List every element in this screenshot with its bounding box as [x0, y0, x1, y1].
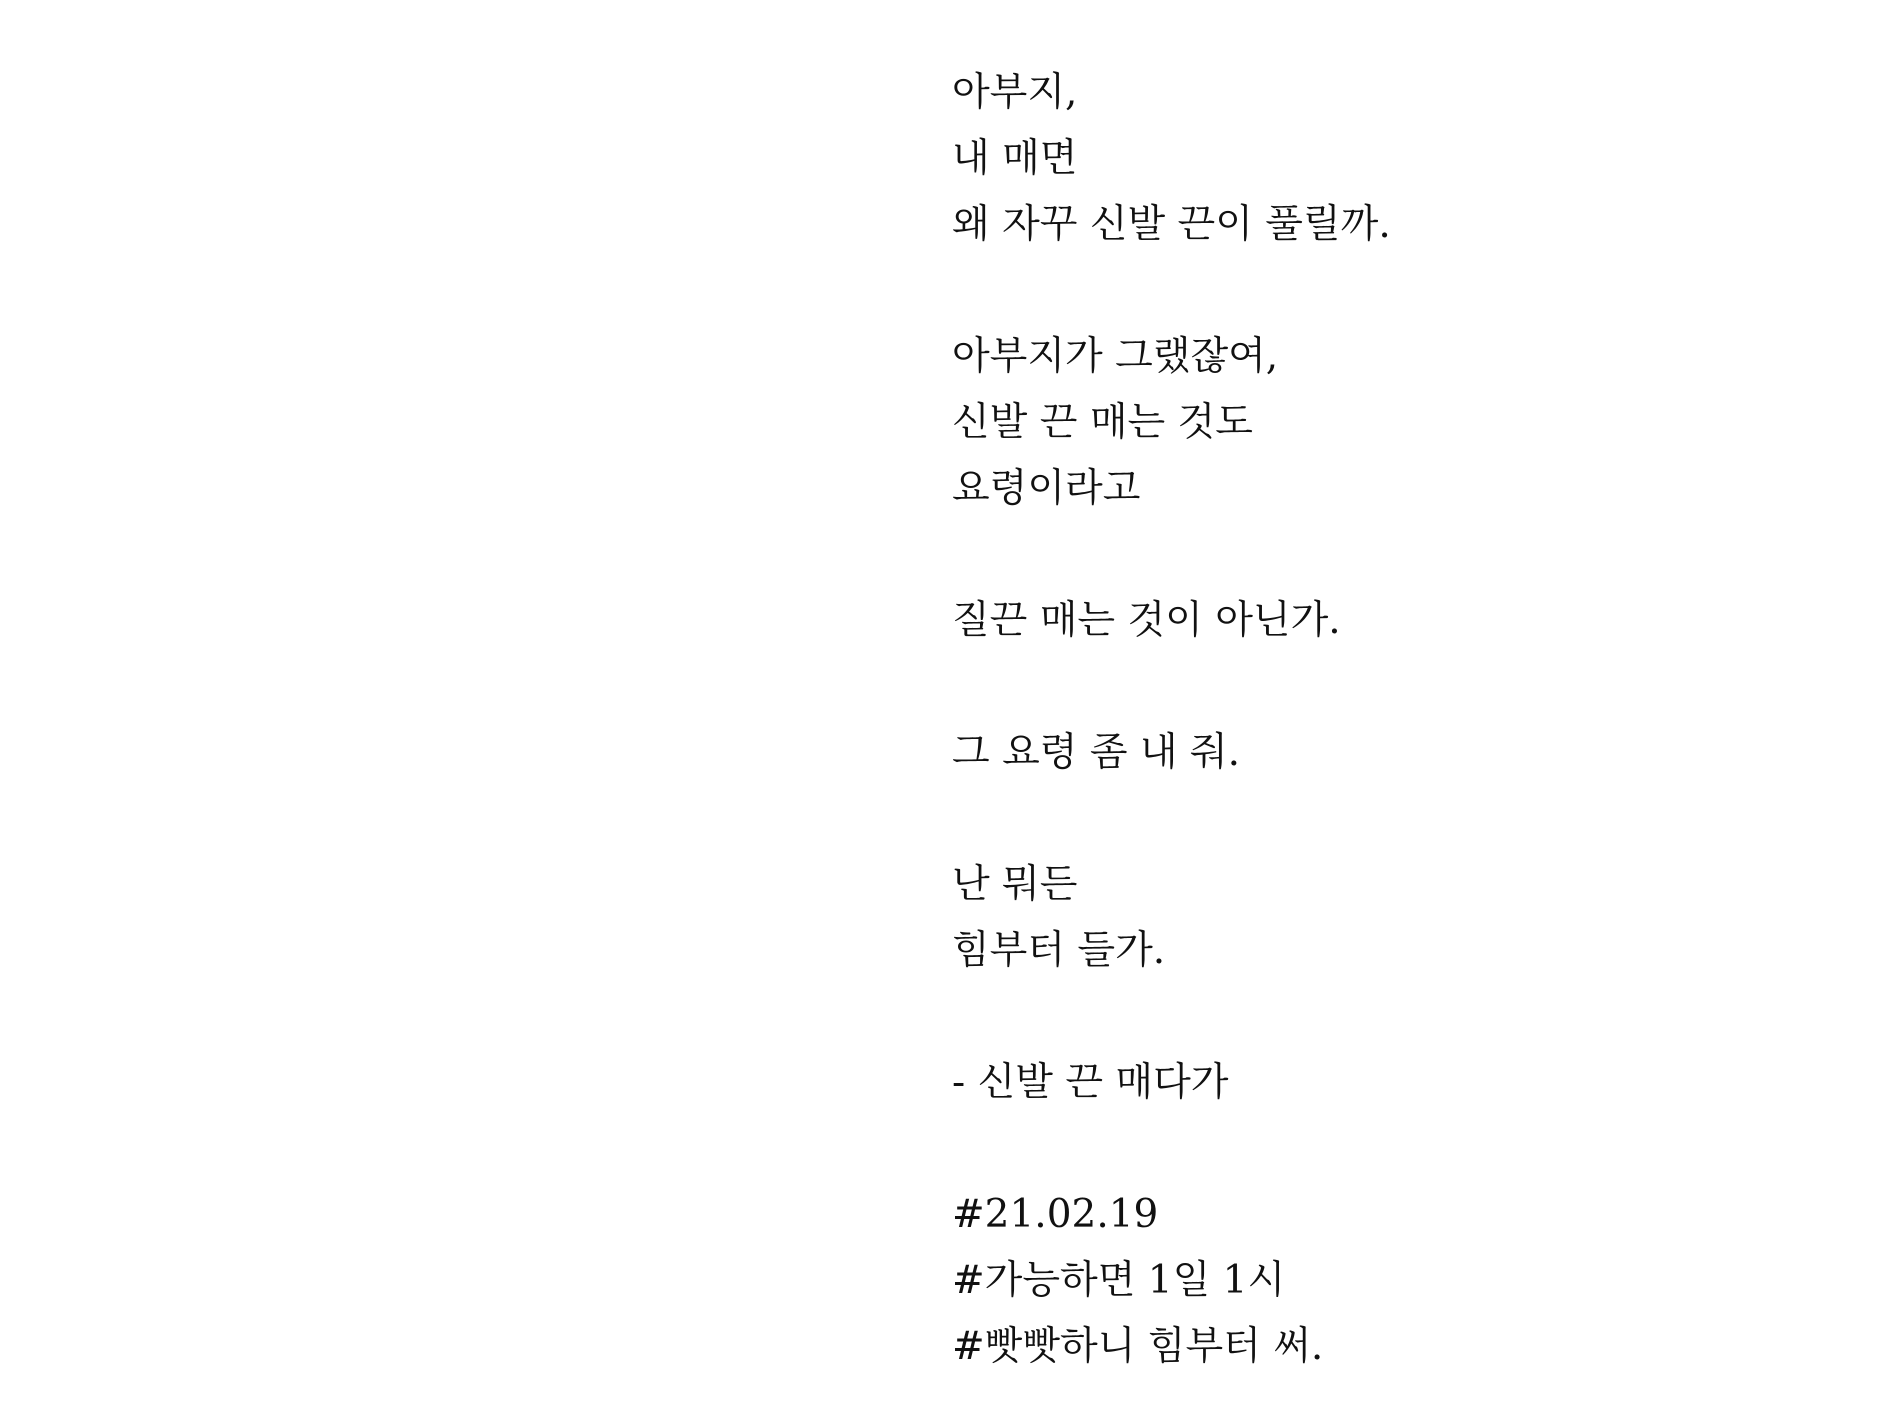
poem-body [952, 60, 1852, 1380]
stanza-1 [952, 60, 1852, 258]
poem-line: 그 요령 좀 내 줘. [952, 730, 1241, 775]
poem-title-stanza [952, 1050, 1852, 1116]
poem-line: 왜 자꾸 신발 끈이 풀릴까. [952, 202, 1391, 247]
stanza-3 [952, 588, 1852, 654]
stanza-4 [952, 720, 1852, 786]
poem-line: 아부지, [952, 70, 1078, 115]
stanza-5 [952, 852, 1852, 984]
stanza-2 [952, 324, 1852, 522]
poem-line: 질끈 매는 것이 아닌가. [952, 598, 1341, 643]
hashtag: #빳빳하니 힘부터 써. [952, 1324, 1324, 1369]
poem-line: 힘부터 들가. [952, 928, 1166, 973]
poem-line: 내 매면 [952, 136, 1078, 181]
poem-line: 아부지가 그랬잖여, [952, 334, 1279, 379]
poem-line: 요령이라고 [952, 466, 1141, 511]
poem-title: - 신발 끈 매다가 [952, 1060, 1229, 1105]
date-tag: #21.02.19 [952, 1192, 1159, 1237]
poem-line: 신발 끈 매는 것도 [952, 400, 1253, 445]
poem-line: 난 뭐든 [952, 862, 1078, 907]
hashtag: #가능하면 1일 1시 [952, 1258, 1286, 1303]
hashtags [952, 1182, 1852, 1380]
